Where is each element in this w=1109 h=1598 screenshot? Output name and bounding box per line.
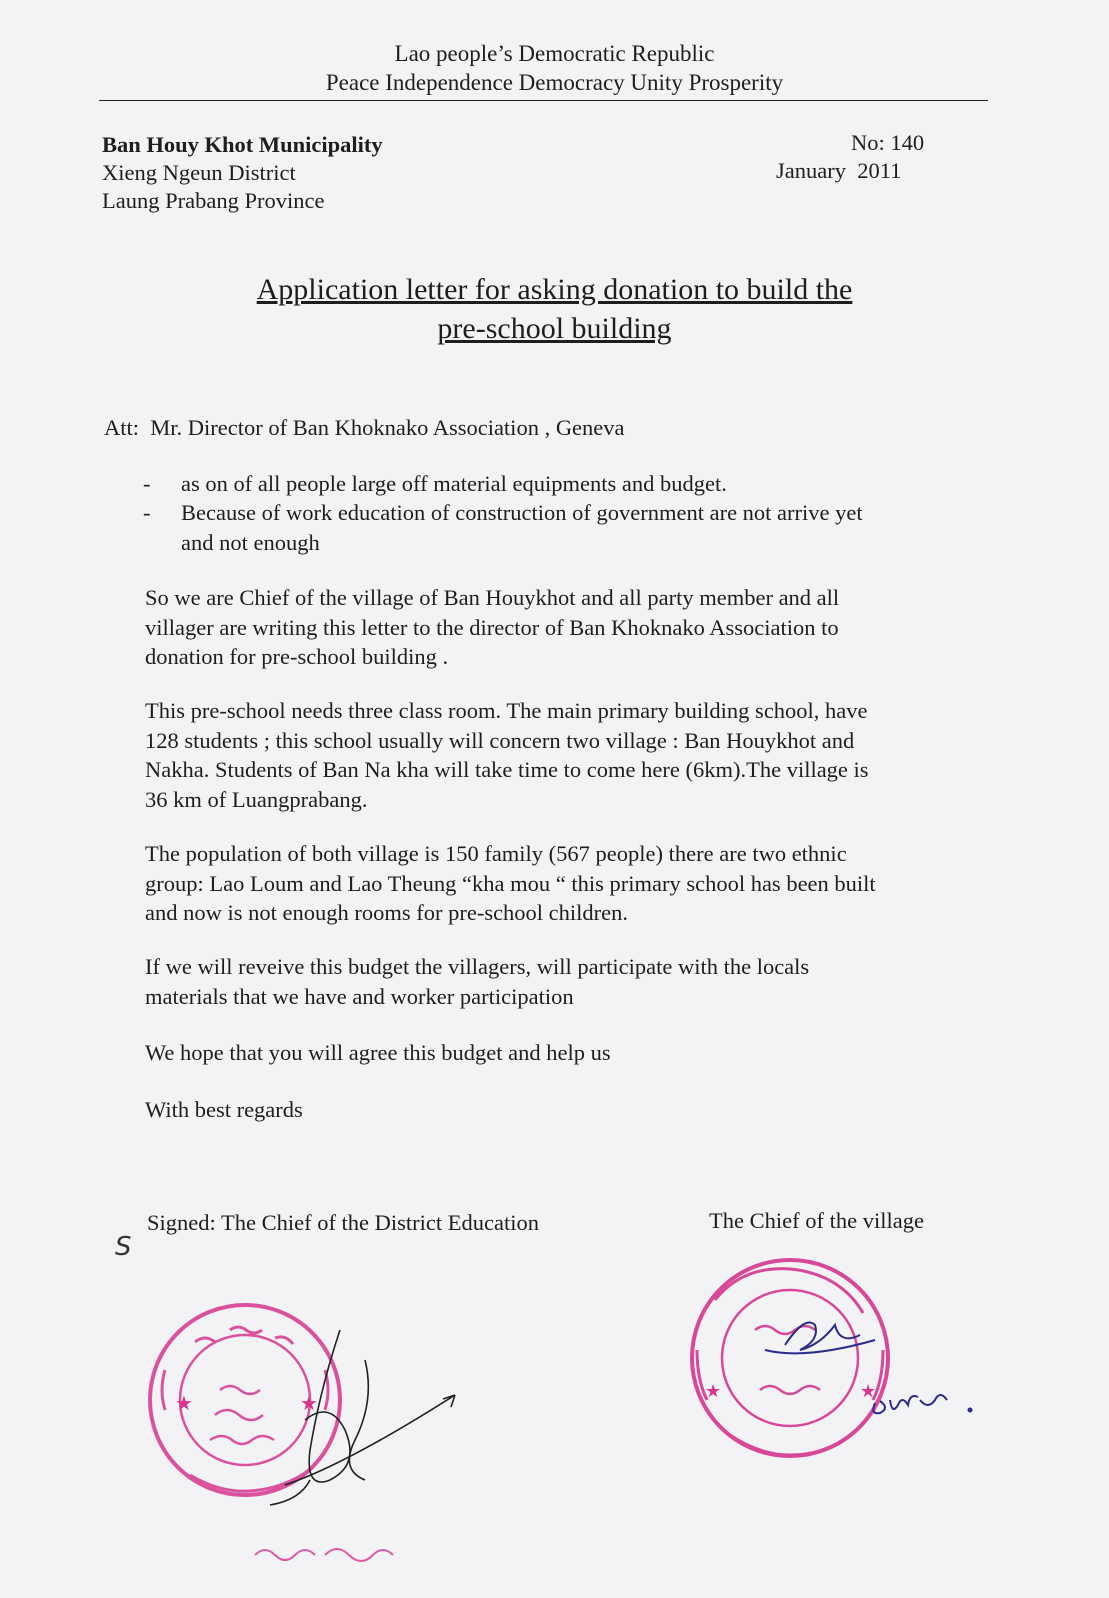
paragraph-line: materials that we have and worker participation (145, 983, 574, 1009)
svg-text:★: ★ (175, 1391, 193, 1415)
closing-regards (145, 1095, 995, 1125)
bullet-dash: - (143, 471, 151, 496)
margin-mark: S (115, 1232, 132, 1262)
letter-date: January 2011 (776, 158, 902, 183)
body-paragraph (145, 1038, 995, 1068)
village-chief-stamp-icon (685, 1255, 985, 1495)
sender-name: Ban Houy Khot Municipality (102, 132, 383, 157)
signature-label-right: The Chief of the village (709, 1208, 924, 1233)
sender-district: Xieng Ngeun District (102, 160, 296, 185)
attention-line: Att: Mr. Director of Ban Khoknako Association , Geneva (104, 415, 625, 440)
paragraph-line: Nakha. Students of Ban Na kha will take time to come here (6km).The village is (145, 757, 869, 782)
paragraph-line: villager are writing this letter to the director of Ban Khoknako Association to (145, 614, 839, 640)
paragraph-line: 128 students ; this school usually will concern two village : Ban Houykhot and (145, 727, 855, 753)
body-paragraph (145, 696, 995, 814)
body-paragraph (145, 839, 995, 928)
paragraph-line: and now is not enough rooms for pre-school children. (145, 900, 629, 925)
header-rule (99, 100, 988, 101)
paragraph-line: With best regards (145, 1097, 303, 1122)
letter-number: No: 140 (851, 130, 925, 155)
bullet-text: Because of work education of construction of government are not arrive yet (181, 500, 863, 525)
paragraph-line: 36 km of Luangprabang. (145, 786, 368, 812)
sender-province: Laung Prabang Province (102, 188, 325, 213)
header-motto: Peace Independence Democracy Unity Prosperity (325, 70, 784, 95)
letter-title-line1: Application letter for asking donation to build the (256, 273, 853, 306)
bullet-dash: - (143, 500, 151, 525)
paragraph-line: The population of both village is 150 family (567 people) there are two ethnic (145, 841, 847, 866)
bullet-text: and not enough (181, 530, 320, 555)
paragraph-line: donation for pre-school building . (145, 644, 449, 669)
paragraph-line: We hope that you will agree this budget and help us (145, 1040, 611, 1065)
body-paragraph (145, 583, 995, 672)
header-country: Lao people’s Democratic Republic (394, 41, 715, 66)
body-paragraph (145, 952, 995, 1011)
letter-title-line2: pre-school building (437, 312, 672, 345)
svg-text:★: ★ (705, 1381, 722, 1402)
paragraph-line: group: Lao Loum and Lao Theung “kha mou “ this primary school has been built (145, 870, 876, 896)
svg-text:★: ★ (300, 1391, 318, 1415)
svg-text:★: ★ (860, 1381, 877, 1402)
signature-label-left: Signed: The Chief of the District Education (147, 1210, 540, 1235)
district-education-stamp-icon (135, 1290, 485, 1590)
paragraph-line: This pre-school needs three class room. The main primary building school, have (145, 698, 868, 723)
paragraph-line: So we are Chief of the village of Ban Houykhot and all party member and all (145, 585, 840, 610)
bullet-text: as on of all people large off material equipments and budget. (181, 471, 727, 496)
paragraph-line: If we will reveive this budget the villagers, will participate with the locals (145, 954, 810, 979)
